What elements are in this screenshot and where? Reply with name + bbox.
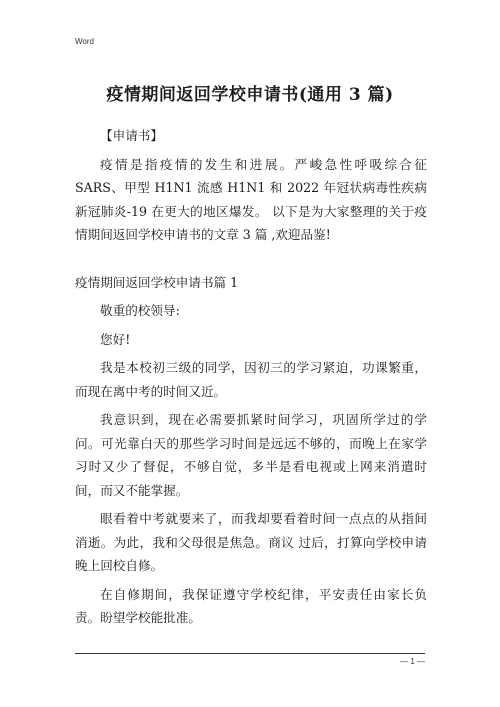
body-paragraph: 在自修期间，我保证遵守学校纪律，平安责任由家长负责。盼望学校能批准。 [75, 586, 427, 625]
intro-label: 【申请书】 [100, 128, 163, 143]
document-body [75, 124, 427, 635]
salutation: 敬重的校领导: [100, 303, 180, 318]
section-title: 疫情期间返回学校申请书篇 1 [75, 274, 239, 290]
document-title: 疫情期间返回学校申请书(通用 3 篇) [106, 85, 394, 105]
body-paragraph: 我是本校初三级的同学，因初三的学习紧迫，功课繁重，而现在离中考的时间又近。 [75, 360, 427, 399]
greeting: 您好! [100, 331, 131, 347]
footer-divider [75, 653, 425, 654]
body-paragraph: 眼看着中考就要来了，而我却要看着时间一点点的从指间消逝。为此，我和父母很是焦急。商议 过后，打算向学校申请晚上回校自修。 [75, 511, 427, 573]
header-label: Word [75, 37, 94, 46]
intro-paragraph: 疫情是指疫情的发生和进展。严峻急性呼吸综合征 SARS、甲型 H1N1 流感 H1N1 和 2022 年冠状病毒性疾病新冠肺炎-19 在更大的地区爆发。 以下是为大家整理的关于疫情期间返回学校申请书的文章 3 篇 ,欢迎品鉴! [75, 156, 427, 242]
body-paragraph: 我意识到，现在必需要抓紧时间学习，巩固所学过的学问。可光靠白天的那些学习时间是远远不够的，而晚上在家学习时又少了督促，不够自觉，多半是看电视或上网来消遣时间，而又不能掌握。 [75, 412, 427, 498]
page-number: — 1 — [400, 657, 425, 666]
